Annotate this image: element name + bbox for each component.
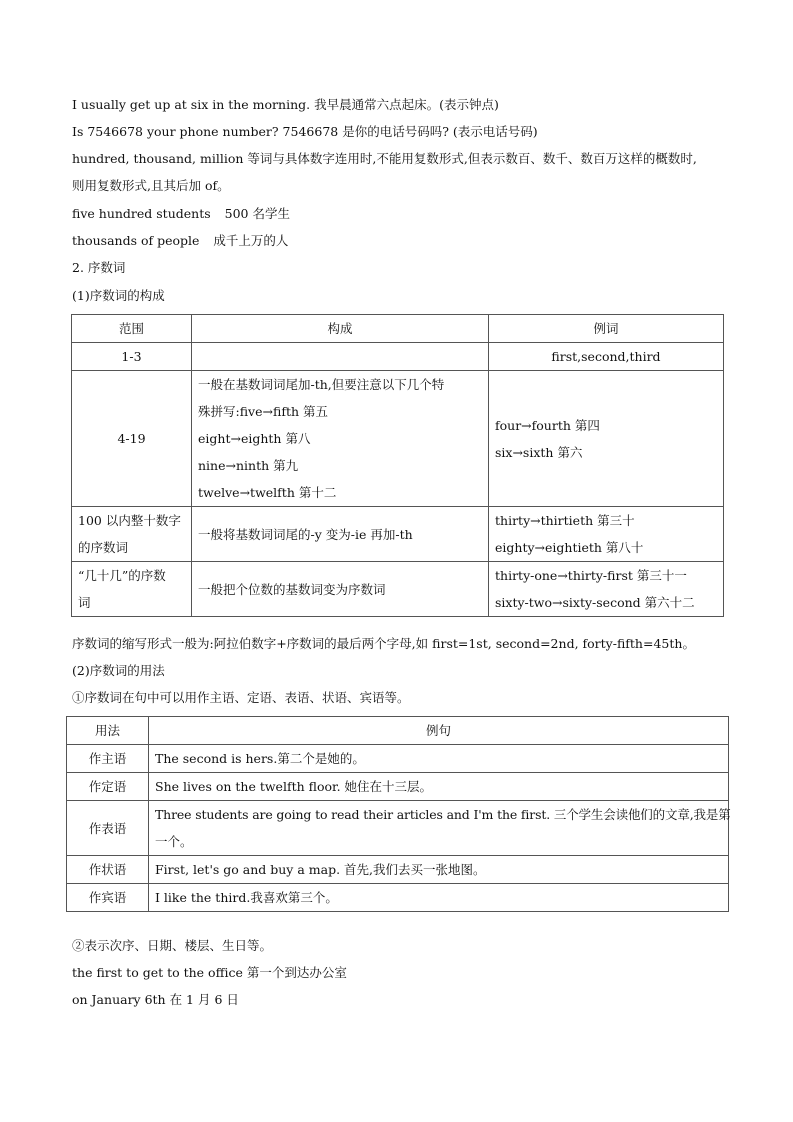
example-cell — [489, 507, 724, 562]
rule-line: twelve→twelfth 第十二 — [198, 485, 337, 500]
subsection-usage: (2)序数词的用法 — [72, 663, 165, 678]
ordinal-usage-table — [66, 716, 729, 912]
range-cell — [72, 507, 192, 562]
example-january-6th: on January 6th 在 1 月 6 日 — [72, 992, 239, 1007]
table-row — [72, 562, 724, 617]
sentence-cell — [149, 801, 729, 856]
header-usage: 用法 — [67, 717, 149, 745]
example-line: sixty-two→sixty-second 第六十二 — [495, 595, 695, 610]
table-header-row — [67, 717, 729, 745]
example-cell — [489, 562, 724, 617]
table-row — [67, 801, 729, 856]
usage-cell: 作定语 — [67, 773, 149, 801]
paragraph-hundred-line1: hundred, thousand, million 等词与具体数字连用时,不能用复数形式,但表示数百、数千、数百万这样的概数时, — [72, 151, 697, 166]
table-row — [67, 745, 729, 773]
paragraph-hundred-line2: 则用复数形式,且其后加 of。 — [72, 178, 230, 193]
example-first-to-office: the first to get to the office 第一个到达办公室 — [72, 965, 347, 980]
rule-cell: 一般把个位数的基数词变为序数词 — [192, 562, 489, 617]
header-sentence: 例句 — [149, 717, 729, 745]
sentence-clock: I usually get up at six in the morning. 我早晨通常六点起床。(表示钟点) — [72, 97, 499, 112]
rule-line: eight→eighth 第八 — [198, 431, 311, 446]
table-row — [67, 773, 729, 801]
sentence-cell: She lives on the twelfth floor. 她住在十三层。 — [149, 773, 729, 801]
header-range: 范围 — [72, 315, 192, 343]
range-line: 的序数词 — [78, 540, 129, 555]
example-zh: 500 名学生 — [224, 206, 290, 221]
rule-cell — [192, 343, 489, 371]
sentence-line: Three students are going to read their articles and I'm the first. 三个学生会读他们的文章,我是第 — [155, 807, 731, 822]
example-cell: first,second,third — [489, 343, 724, 371]
section-title-ordinals: 2. 序数词 — [72, 260, 126, 275]
example-en: five hundred students — [72, 206, 211, 221]
ordinal-formation-table — [71, 314, 724, 617]
sentence-cell: First, let's go and buy a map. 首先,我们去买一张地图。 — [149, 856, 729, 884]
rule-line: nine→ninth 第九 — [198, 458, 299, 473]
range-cell: 1-3 — [72, 343, 192, 371]
table-row — [67, 856, 729, 884]
abbreviation-note: 序数词的缩写形式一般为:阿拉伯数字+序数词的最后两个字母,如 first=1st, second=2nd, forty-fifth=45th。 — [72, 636, 695, 651]
example-line: four→fourth 第四 — [495, 417, 600, 433]
example-five-hundred — [72, 205, 290, 223]
sentence-cell: The second is hers.第二个是她的。 — [149, 745, 729, 773]
range-line: 词 — [78, 595, 91, 610]
sentence-cell: I like the third.我喜欢第三个。 — [149, 884, 729, 912]
table-header-row — [72, 315, 724, 343]
example-line: eighty→eightieth 第八十 — [495, 540, 644, 555]
example-line: thirty-one→thirty-first 第三十一 — [495, 568, 687, 583]
usage-cell: 作表语 — [67, 801, 149, 856]
example-line: thirty→thirtieth 第三十 — [495, 513, 635, 528]
range-line: “几十几”的序数 — [78, 568, 166, 583]
usage-cell: 作状语 — [67, 856, 149, 884]
example-en: thousands of people — [72, 233, 200, 248]
table-row — [72, 343, 724, 371]
example-cell — [489, 371, 724, 507]
usage-point-1: ①序数词在句中可以用作主语、定语、表语、状语、宾语等。 — [72, 690, 410, 705]
header-example: 例词 — [489, 315, 724, 343]
usage-cell: 作宾语 — [67, 884, 149, 912]
table-row — [67, 884, 729, 912]
rule-cell: 一般将基数词词尾的-y 变为-ie 再加-th — [192, 507, 489, 562]
rule-line: 殊拼写:five→fifth 第五 — [198, 404, 328, 419]
range-cell: 4-19 — [72, 371, 192, 507]
rule-line: 一般在基数词词尾加-th,但要注意以下几个特 — [198, 377, 445, 392]
sentence-phone: Is 7546678 your phone number? 7546678 是你的电话号码吗? (表示电话号码) — [72, 124, 538, 139]
usage-point-2: ②表示次序、日期、楼层、生日等。 — [72, 938, 273, 953]
range-line: 100 以内整十数字 — [78, 513, 181, 528]
subsection-formation: (1)序数词的构成 — [72, 288, 165, 303]
sentence-line: 一个。 — [155, 834, 193, 849]
table-row — [72, 507, 724, 562]
example-line: six→sixth 第六 — [495, 444, 583, 460]
rule-cell — [192, 371, 489, 507]
range-cell — [72, 562, 192, 617]
header-rule: 构成 — [192, 315, 489, 343]
example-thousands — [72, 232, 288, 250]
table-row — [72, 371, 724, 507]
example-zh: 成千上万的人 — [213, 233, 289, 248]
usage-cell: 作主语 — [67, 745, 149, 773]
